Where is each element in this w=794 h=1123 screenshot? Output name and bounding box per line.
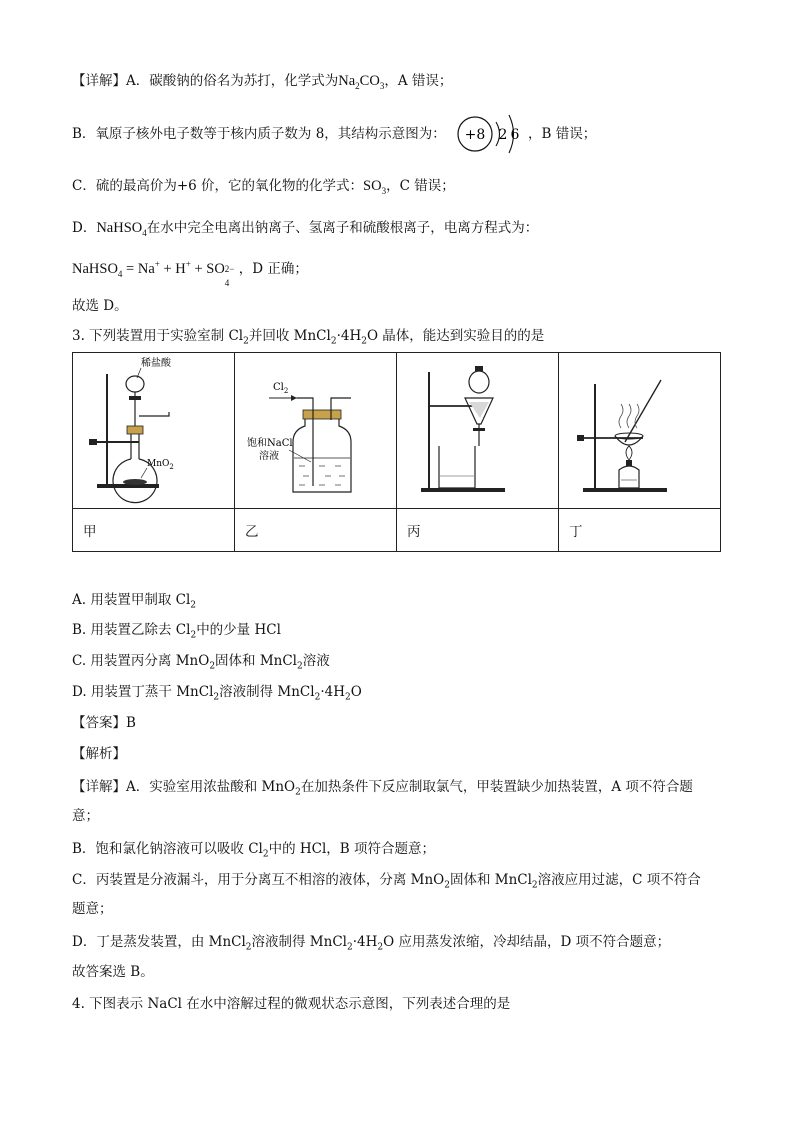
answer-label: 【答案】B bbox=[72, 715, 136, 731]
svg-text:饱和NaCl: 饱和NaCl bbox=[246, 437, 293, 449]
apparatus-yi-figure bbox=[241, 354, 391, 504]
detail-b-line: B．氧原子核外电子数等于核内质子数为 8，其结构示意图为： bbox=[72, 126, 446, 142]
apparatus-bing-cell bbox=[397, 353, 559, 509]
apparatus-yi-cell bbox=[235, 353, 397, 509]
apparatus-ding-cell bbox=[559, 353, 721, 509]
analysis-conclusion: 故答案选 B。 bbox=[72, 964, 154, 980]
detail-a-line: 【详解】A．碳酸钠的俗名为苏打，化学式为$Na_2CO_3$，A 错误； bbox=[72, 73, 453, 91]
apparatus-label-ding: 丁 bbox=[559, 509, 721, 552]
detail-c-line: C．硫的最高价为+6 价，它的氧化物的化学式：$SO_3$，C 错误； bbox=[72, 178, 455, 196]
formula-so3: $SO_3$ bbox=[363, 178, 387, 196]
analysis-c-line-2: 题意； bbox=[72, 901, 113, 917]
option-b: B. 用装置乙除去 $Cl_2$中的少量 HCl bbox=[72, 622, 281, 641]
apparatus-table bbox=[72, 352, 721, 552]
analysis-a-line-1: 【详解】A．实验室用浓盐酸和 MnO$_2$在加热条件下反应制取氯气，甲装置缺少加热装置，A 项不符合题 bbox=[72, 779, 693, 798]
detail-d-line: D．NaHSO$_4$在水中完全电离出钠离子、氢离子和硫酸根离子，电离方程式为： bbox=[72, 220, 539, 238]
svg-text:Cl2: $Cl_2$ bbox=[272, 381, 288, 395]
prev-conclusion: 故选 D。 bbox=[72, 298, 128, 314]
option-a: A. 用装置甲制取 $Cl_2$ bbox=[72, 592, 197, 611]
analysis-a-line-2: 意； bbox=[72, 808, 99, 824]
analysis-c-line-1: C．丙装置是分液漏斗，用于分离互不相溶的液体，分离 MnO$_2$固体和 MnCl$_2$溶液应用过滤，C 项不符合 bbox=[72, 872, 701, 891]
question-3-stem: 3. 下列装置用于实验室制 $Cl_2$并回收 $MnCl_2\cdot 4H_2O$ 晶体，能达到实验目的的是 bbox=[72, 328, 545, 347]
question-4-stem: 4. 下图表示 NaCl 在水中溶解过程的微观状态示意图，下列表述合理的是 bbox=[72, 996, 511, 1012]
formula-nahso4: NaHSO$_4$ bbox=[96, 220, 147, 238]
analysis-b: B．饱和氯化钠溶液可以吸收 $Cl_2$中的 HCl，B 项符合题意； bbox=[72, 841, 436, 860]
formula-na2co3: $Na_2CO_3$ bbox=[338, 73, 385, 91]
apparatus-label-yi: 乙 bbox=[235, 509, 397, 552]
apparatus-ding-figure bbox=[565, 354, 715, 504]
apparatus-label-bing: 丙 bbox=[397, 509, 559, 552]
option-c: C. 用装置丙分离 MnO$_2$固体和 MnCl$_2$溶液 bbox=[72, 653, 330, 672]
apparatus-bing-figure bbox=[403, 354, 553, 504]
svg-text:MnO2: MnO$_2$ bbox=[146, 458, 174, 471]
svg-text:2: 2 bbox=[498, 127, 508, 143]
svg-text:稀盐酸: 稀盐酸 bbox=[140, 357, 171, 369]
apparatus-jia-figure bbox=[79, 354, 229, 504]
svg-text:+8: +8 bbox=[464, 127, 486, 143]
analysis-label: 【解析】 bbox=[72, 746, 126, 762]
svg-text:溶液: 溶液 bbox=[258, 450, 279, 462]
option-d: D. 用装置丁蒸干 MnCl$_2$溶液制得 $MnCl_2\cdot 4H_2O$ bbox=[72, 684, 362, 703]
apparatus-jia-cell bbox=[73, 353, 235, 509]
svg-text:6: 6 bbox=[510, 127, 520, 143]
detail-b-suffix: ，B 错误； bbox=[528, 126, 597, 142]
ionization-equation: NaHSO$_4$ = Na+ + H+ + SO 2− 4 ，D 正确； bbox=[72, 259, 308, 288]
oxygen-atom-structure-diagram bbox=[455, 110, 527, 158]
analysis-d: D．丁是蒸发装置，由 MnCl$_2$溶液制得 $MnCl_2\cdot 4H_2O$ 应用蒸发浓缩，冷却结晶，D 项不符合题意； bbox=[72, 934, 671, 953]
apparatus-label-jia: 甲 bbox=[73, 509, 235, 552]
